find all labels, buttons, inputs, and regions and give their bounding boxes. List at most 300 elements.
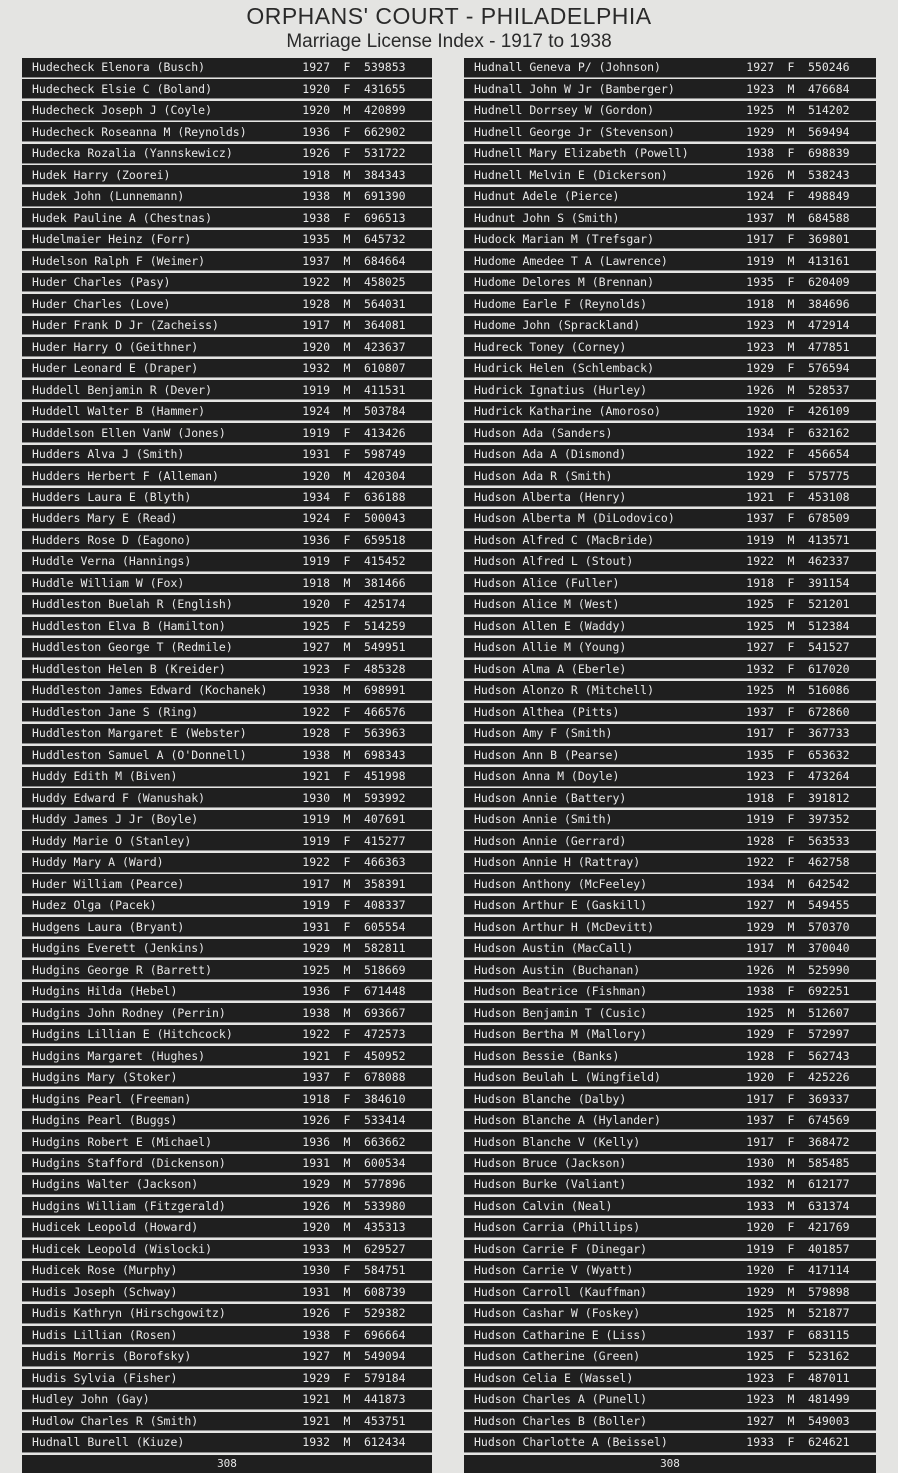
entry-license-number: 653632 [808,747,850,762]
index-entry [22,1283,432,1303]
entry-license-number: 523162 [808,1349,850,1364]
index-entry [464,1326,876,1346]
entry-license-number: 458025 [364,275,406,290]
entry-sex: M [343,103,351,118]
entry-sex: F [787,232,795,247]
entry-sex: M [343,339,351,354]
entry-sex: F [787,511,795,526]
entry-name: Hudgins Stafford (Dickenson) [32,1156,226,1170]
entry-name: Hudgins John Rodney (Perrin) [32,1005,226,1020]
entry-license-number: 671448 [364,984,406,999]
page-number: 308 [464,1455,876,1473]
entry-license-number: 411531 [364,382,406,397]
index-entry [22,1304,432,1324]
entry-sex: M [343,382,351,397]
entry-name: Hudecheck Elsie C (Boland) [32,81,213,96]
entry-name: Huddell Benjamin R (Dever) [32,382,213,397]
entry-license-number: 384610 [364,1091,406,1106]
entry-sex: M [343,275,351,290]
entry-license-number: 541527 [808,640,850,655]
entry-sex: F [787,855,795,870]
entry-sex: F [787,661,795,676]
entry-name: Hudson Allie M (Young) [474,640,627,655]
index-entry [22,1046,432,1066]
entry-year: 1929 [302,1177,330,1192]
entry-name: Hudson Ada A (Dismond) [474,447,627,462]
entry-license-number: 466576 [364,704,406,719]
entry-license-number: 576594 [808,361,850,376]
entry-name: Hudek John (Lunnemann) [32,189,185,204]
index-entry [464,595,876,615]
entry-sex: F [343,1113,351,1128]
entry-name: Hudecheck Roseanna M (Reynolds) [32,124,247,139]
entry-year: 1923 [746,81,774,96]
entry-license-number: 570370 [808,919,850,934]
entry-name: Huddleston Margaret E (Webster) [32,726,247,741]
entry-sex: F [343,919,351,934]
entry-year: 1928 [746,1048,774,1063]
index-entry [22,294,432,314]
entry-license-number: 569494 [808,124,850,139]
entry-name: Hudson Beulah L (Wingfield) [474,1070,661,1085]
entry-year: 1931 [302,1156,330,1170]
index-entry [22,939,432,959]
entry-year: 1926 [746,382,774,397]
entry-name: Hudicek Rose (Murphy) [32,1263,178,1278]
entry-sex: F [787,1263,795,1278]
entry-name: Hudgins Pearl (Freeman) [32,1091,192,1106]
entry-sex: M [343,1284,351,1299]
entry-sex: F [343,898,351,913]
entry-year: 1931 [302,447,330,462]
index-entry [464,1283,876,1303]
index-entry [464,703,876,723]
entry-year: 1920 [302,468,330,483]
entry-license-number: 564031 [364,296,406,311]
entry-sex: M [343,361,351,376]
entry-name: Hudgins Lillian E (Hitchcock) [32,1027,233,1042]
entry-name: Hudek Harry (Zoorei) [32,167,171,182]
entry-name: Hudson Charlotte A (Beissel) [474,1435,668,1450]
index-entry [464,1025,876,1045]
entry-name: Huder Frank D Jr (Zacheiss) [32,318,219,333]
entry-name: Hudson Bruce (Jackson) [474,1156,627,1170]
entry-name: Hudelmaier Heinz (Forr) [32,232,192,247]
entry-year: 1920 [746,1263,774,1278]
entry-sex: M [787,1413,795,1428]
entry-sex: M [343,790,351,805]
entry-name: Hudgins George R (Barrett) [32,962,213,977]
entry-name: Huddy Edward F (Wanushak) [32,790,206,805]
index-entry [464,337,876,357]
entry-year: 1936 [302,124,330,139]
entry-license-number: 636188 [364,489,406,504]
entry-sex: F [343,661,351,676]
entry-year: 1919 [302,812,330,827]
entry-sex: M [787,253,795,268]
entry-license-number: 435313 [364,1220,406,1235]
index-entry [22,445,432,465]
entry-sex: M [787,81,795,96]
index-entry [464,767,876,787]
entry-year: 1931 [302,1284,330,1299]
entry-sex: M [787,1392,795,1407]
entry-sex: F [343,1048,351,1063]
entry-name: Hudson Cashar W (Foskey) [474,1306,641,1321]
entry-name: Huddy James J Jr (Boyle) [32,812,199,827]
index-entry [464,423,876,443]
entry-sex: M [787,532,795,547]
entry-year: 1922 [746,855,774,870]
entry-license-number: 575775 [808,468,850,483]
entry-year: 1934 [746,876,774,891]
index-entry [464,853,876,873]
index-entry [464,165,876,185]
entry-year: 1920 [302,1220,330,1235]
entry-name: Hudson Annie (Battery) [474,790,627,805]
entry-year: 1937 [746,511,774,526]
entry-sex: F [787,747,795,762]
index-entry [22,122,432,142]
entry-name: Hudson Arthur H (McDevitt) [474,919,655,934]
entry-sex: F [343,855,351,870]
entry-name: Hudson Carroll (Kauffman) [474,1284,648,1299]
entry-year: 1926 [302,1198,330,1213]
index-entry [22,144,432,164]
entry-sex: M [343,404,351,419]
entry-license-number: 472573 [364,1027,406,1042]
index-entry [22,58,432,78]
entry-license-number: 407691 [364,812,406,827]
entry-sex: M [787,296,795,311]
entry-name: Hudgins Margaret (Hughes) [32,1048,206,1063]
entry-year: 1925 [746,1005,774,1020]
entry-sex: M [343,1156,351,1170]
entry-name: Hudgins Walter (Jackson) [32,1177,199,1192]
entry-license-number: 408337 [364,898,406,913]
entry-license-number: 683115 [808,1327,850,1342]
index-entry [464,402,876,422]
entry-license-number: 384343 [364,167,406,182]
entry-year: 1918 [746,790,774,805]
entry-license-number: 598749 [364,447,406,462]
index-entry [22,1132,432,1152]
entry-year: 1925 [746,683,774,698]
index-entry [464,1089,876,1109]
index-entry [22,1003,432,1023]
entry-license-number: 531722 [364,146,406,161]
entry-sex: F [343,1327,351,1342]
entry-license-number: 562743 [808,1048,850,1063]
entry-sex: F [787,275,795,290]
entry-license-number: 698343 [364,747,406,762]
entry-license-number: 358391 [364,876,406,891]
entry-year: 1938 [302,189,330,204]
entry-name: Hudson Calvin (Neal) [474,1198,613,1213]
entry-year: 1937 [746,1113,774,1128]
entry-license-number: 631374 [808,1198,850,1213]
entry-license-number: 512607 [808,1005,850,1020]
entry-sex: F [787,1070,795,1085]
entry-sex: F [787,833,795,848]
index-entry [464,251,876,271]
entry-sex: F [787,425,795,440]
entry-name: Hudgins Robert E (Michael) [32,1134,213,1149]
entry-sex: M [343,318,351,333]
entry-license-number: 431655 [364,81,406,96]
entry-year: 1922 [302,855,330,870]
index-entry [22,1068,432,1088]
entry-license-number: 612434 [364,1435,406,1450]
entry-sex: F [343,554,351,569]
entry-name: Huddleston Samuel A (O'Donnell) [32,747,247,762]
entry-license-number: 584751 [364,1263,406,1278]
entry-year: 1919 [746,1241,774,1256]
entry-license-number: 521877 [808,1306,850,1321]
index-entry [22,359,432,379]
entry-year: 1918 [746,575,774,590]
index-entry [22,1154,432,1174]
entry-year: 1917 [746,726,774,741]
entry-license-number: 472914 [808,318,850,333]
left-index-column [22,58,432,1473]
entry-name: Hudlow Charles R (Smith) [32,1413,199,1428]
index-entry [464,380,876,400]
entry-license-number: 477851 [808,339,850,354]
entry-license-number: 585485 [808,1156,850,1170]
index-entry [22,466,432,486]
entry-year: 1917 [302,876,330,891]
entry-year: 1934 [746,425,774,440]
entry-name: Hudson Alma A (Eberle) [474,661,627,676]
entry-year: 1930 [302,790,330,805]
entry-name: Hudecka Rozalia (Yannskewicz) [32,146,233,161]
entry-name: Huddelson Ellen VanW (Jones) [32,425,226,440]
index-entry [464,660,876,680]
entry-sex: F [787,189,795,204]
entry-year: 1937 [746,704,774,719]
entry-name: Hudome Amedee T A (Lawrence) [474,253,668,268]
entry-license-number: 503784 [364,404,406,419]
index-entry [22,1240,432,1260]
entry-sex: F [787,1327,795,1342]
entry-year: 1918 [302,575,330,590]
entry-sex: M [343,1220,351,1235]
entry-license-number: 391812 [808,790,850,805]
entry-license-number: 462337 [808,554,850,569]
entry-name: Hudson Benjamin T (Cusic) [474,1005,648,1020]
index-entry [22,1197,432,1217]
entry-sex: M [787,1005,795,1020]
entry-sex: F [787,640,795,655]
entry-sex: M [343,683,351,698]
entry-license-number: 370040 [808,941,850,956]
index-entry [464,1369,876,1389]
entry-license-number: 533414 [364,1113,406,1128]
entry-name: Hudnut John S (Smith) [474,210,620,225]
entry-sex: F [787,1241,795,1256]
entry-name: Hudecheck Elenora (Busch) [32,60,206,75]
entry-license-number: 514259 [364,618,406,633]
entry-sex: M [787,210,795,225]
entry-year: 1924 [746,189,774,204]
entry-sex: M [343,232,351,247]
entry-sex: M [343,1005,351,1020]
entry-year: 1920 [302,339,330,354]
entry-name: Huddy Mary A (Ward) [32,855,164,870]
entry-license-number: 692251 [808,984,850,999]
entry-year: 1932 [746,661,774,676]
entry-sex: F [787,1113,795,1128]
entry-year: 1917 [746,941,774,956]
index-entry [22,724,432,744]
entry-license-number: 577896 [364,1177,406,1192]
index-entry [464,445,876,465]
entry-year: 1936 [302,532,330,547]
entry-year: 1920 [746,1220,774,1235]
index-entry [464,874,876,894]
entry-license-number: 456654 [808,447,850,462]
entry-sex: M [343,941,351,956]
index-entry [22,552,432,572]
entry-license-number: 512384 [808,618,850,633]
index-entry [464,1154,876,1174]
entry-name: Hudson Burke (Valiant) [474,1177,627,1192]
entry-license-number: 579184 [364,1370,406,1385]
entry-year: 1922 [302,275,330,290]
index-entry [22,509,432,529]
entry-sex: M [343,747,351,762]
entry-name: Hudson Celia E (Wassel) [474,1370,634,1385]
index-entry [464,746,876,766]
entry-name: Hudome Earle F (Reynolds) [474,296,648,311]
entry-name: Hudnall Geneva P/ (Johnson) [474,60,661,75]
entry-sex: F [787,726,795,741]
entry-name: Hudnall Burell (Kiuze) [32,1435,185,1450]
entry-sex: F [343,1370,351,1385]
entry-name: Hudnell Dorrsey W (Gordon) [474,103,655,118]
entry-year: 1920 [302,81,330,96]
entry-year: 1925 [302,618,330,633]
entry-year: 1932 [746,1177,774,1192]
entry-license-number: 672860 [808,704,850,719]
entry-year: 1921 [302,769,330,784]
entry-sex: F [343,60,351,75]
entry-sex: F [787,146,795,161]
index-entry [22,79,432,99]
entry-year: 1922 [746,447,774,462]
entry-sex: M [787,554,795,569]
entry-license-number: 698991 [364,683,406,698]
entry-name: Hudson Beatrice (Fishman) [474,984,648,999]
entry-sex: F [787,1091,795,1106]
entry-license-number: 525990 [808,962,850,977]
entry-name: Hudis Kathryn (Hirschgowitz) [32,1306,226,1321]
entry-name: Hudicek Leopold (Howard) [32,1220,199,1235]
entry-name: Hudson Annie H (Rattray) [474,855,641,870]
entry-name: Hudis Sylvia (Fisher) [32,1370,178,1385]
entry-license-number: 678088 [364,1070,406,1085]
entry-year: 1919 [302,425,330,440]
entry-name: Hudson Austin (MacCall) [474,941,634,956]
entry-year: 1924 [302,404,330,419]
entry-license-number: 674569 [808,1113,850,1128]
entry-license-number: 476684 [808,81,850,96]
entry-license-number: 514202 [808,103,850,118]
entry-year: 1926 [302,146,330,161]
index-entry [22,1369,432,1389]
entry-sex: M [787,941,795,956]
entry-sex: M [343,167,351,182]
entry-name: Huddleston James Edward (Kochanek) [32,683,268,698]
entry-sex: M [343,1413,351,1428]
entry-name: Hudreck Toney (Corney) [474,339,627,354]
entry-name: Hudrick Ignatius (Hurley) [474,382,648,397]
entry-license-number: 610807 [364,361,406,376]
entry-sex: F [787,60,795,75]
entry-year: 1938 [302,1005,330,1020]
entry-name: Huder Charles (Pasy) [32,275,171,290]
index-entry [464,101,876,121]
entry-license-number: 549455 [808,898,850,913]
entry-license-number: 550246 [808,60,850,75]
index-entry [22,831,432,851]
index-entry [464,187,876,207]
entry-license-number: 453108 [808,489,850,504]
entry-sex: F [787,447,795,462]
entry-license-number: 425174 [364,597,406,612]
entry-license-number: 605554 [364,919,406,934]
entry-sex: F [343,124,351,139]
entry-sex: F [787,575,795,590]
entry-license-number: 415452 [364,554,406,569]
entry-name: Hudrick Helen (Schlemback) [474,361,655,376]
entry-license-number: 533980 [364,1198,406,1213]
entry-sex: F [787,361,795,376]
entry-name: Hudnall John W Jr (Bamberger) [474,81,675,96]
entry-license-number: 423637 [364,339,406,354]
entry-name: Hudders Mary E (Read) [32,511,178,526]
entry-year: 1927 [302,60,330,75]
entry-sex: F [343,1263,351,1278]
entry-year: 1923 [302,661,330,676]
index-entry [464,1175,876,1195]
entry-year: 1935 [746,275,774,290]
entry-sex: M [343,468,351,483]
index-entry [22,1326,432,1346]
index-entry [464,896,876,916]
index-entry [22,917,432,937]
entry-sex: F [787,489,795,504]
index-entry [464,1068,876,1088]
entry-year: 1928 [302,726,330,741]
entry-license-number: 381466 [364,575,406,590]
index-entry [464,1197,876,1217]
entry-sex: M [787,618,795,633]
index-entry [464,1304,876,1324]
entry-sex: M [787,382,795,397]
entry-name: Hudders Herbert F (Alleman) [32,468,219,483]
index-entry [22,423,432,443]
entry-year: 1928 [746,833,774,848]
index-entry [464,208,876,228]
index-entry [22,402,432,422]
entry-year: 1925 [746,1306,774,1321]
entry-name: Hudson Arthur E (Gaskill) [474,898,648,913]
entry-sex: M [787,167,795,182]
index-entry [464,681,876,701]
entry-name: Hudelson Ralph F (Weimer) [32,253,206,268]
